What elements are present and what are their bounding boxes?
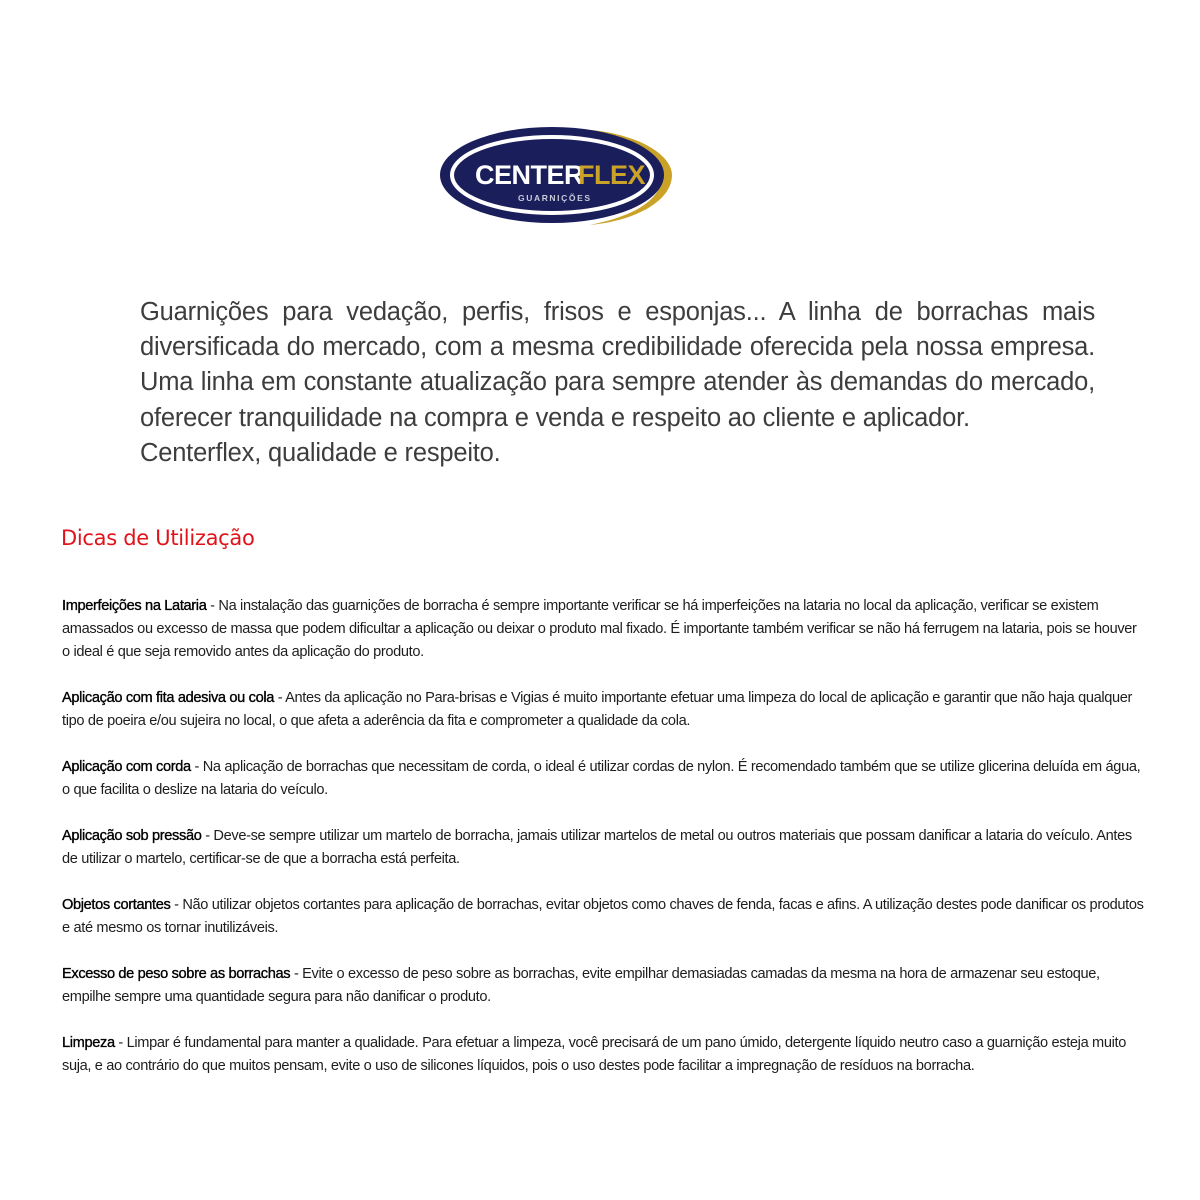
svg-text:FLEX: FLEX [578, 160, 646, 190]
tip-item [62, 595, 1147, 664]
tip-title: Aplicação com fita adesiva ou cola [62, 690, 274, 706]
tip-item [62, 687, 1147, 733]
logo-ellipse-icon [440, 123, 674, 227]
tip-text: - Limpar é fundamental para manter a qualidade. Para efetuar a limpeza, você precisará de um pano úmido, detergente líquido neutro caso a guarnição esteja muito suja, e ao contrário do que muitos pensam, evite o uso de silicones líquidos, pois o uso destes pode facilitar a impregnação de resíduos na borracha. [62, 1035, 1126, 1074]
tip-text: - Antes da aplicação no Para-brisas e Vigias é muito importante efetuar uma limpeza do local de aplicação e garantir que não haja qualquer tipo de poeira e/ou sujeira no local, o que afeta a aderência da fita e comprometer a qualidade da cola. [62, 690, 1133, 729]
tip-title: Excesso de peso sobre as borrachas [62, 966, 291, 982]
tip-item [62, 894, 1147, 940]
tips-list [62, 595, 1147, 1101]
tip-title: Aplicação sob pressão [62, 828, 202, 844]
tip-title: Objetos cortantes [62, 897, 171, 913]
tip-text: - Na instalação das guarnições de borracha é sempre importante verificar se há imperfeições na lataria no local da aplicação, verificar se existem amassados ou excesso de massa que podem dificultar a aplicação ou deixar o produto mal fixado. É importante também verificar se não há ferrugem na lataria, pois se houver o ideal é que seja removido antes da aplicação do produto. [62, 598, 1137, 660]
tip-text: - Evite o excesso de peso sobre as borrachas, evite empilhar demasiadas camadas da mesma na hora de armazenar seu estoque, empilhe sempre uma quantidade segura para não danificar o produto. [62, 966, 1100, 1005]
tip-item [62, 1032, 1147, 1078]
tip-text: - Na aplicação de borrachas que necessitam de corda, o ideal é utilizar cordas de nylon. É recomendado também que se utilize glicerina deluída em água, o que facilita o deslize na lataria do veículo. [62, 759, 1141, 798]
tip-title: Aplicação com corda [62, 759, 191, 775]
svg-text:GUARNIÇÕES: GUARNIÇÕES [518, 193, 592, 203]
section-title: Dicas de Utilização [61, 526, 255, 550]
intro-paragraph [140, 295, 1095, 471]
tip-title: Imperfeições na Lataria [62, 598, 207, 614]
tip-item [62, 963, 1147, 1009]
tip-text: - Deve-se sempre utilizar um martelo de borracha, jamais utilizar martelos de metal ou outros materiais que possam danificar a lataria do veículo. Antes de utilizar o martelo, certificar-se de que a borracha está perfeita. [62, 828, 1132, 867]
intro-line: Centerflex, qualidade e respeito. [140, 438, 501, 467]
svg-text:CENTER: CENTER [475, 160, 584, 190]
intro-line: diversificada do mercado, com a mesma credibilidade oferecida pela nossa empresa. [140, 333, 1095, 362]
intro-line: Uma linha em constante atualização para sempre atender às demandas do mercado, [140, 368, 1095, 397]
centerflex-logo [440, 123, 674, 227]
tip-item [62, 756, 1147, 802]
intro-line: oferecer tranquilidade na compra e venda e respeito ao cliente e aplicador. [140, 403, 970, 432]
tip-title: Limpeza [62, 1035, 115, 1051]
tip-text: - Não utilizar objetos cortantes para aplicação de borrachas, evitar objetos como chaves de fenda, facas e afins. A utilização destes pode danificar os produtos e até mesmo os tornar inutilizáveis. [62, 897, 1144, 936]
tip-item [62, 825, 1147, 871]
intro-line: Guarnições para vedação, perfis, frisos e esponjas... A linha de borrachas mais [140, 298, 1095, 326]
